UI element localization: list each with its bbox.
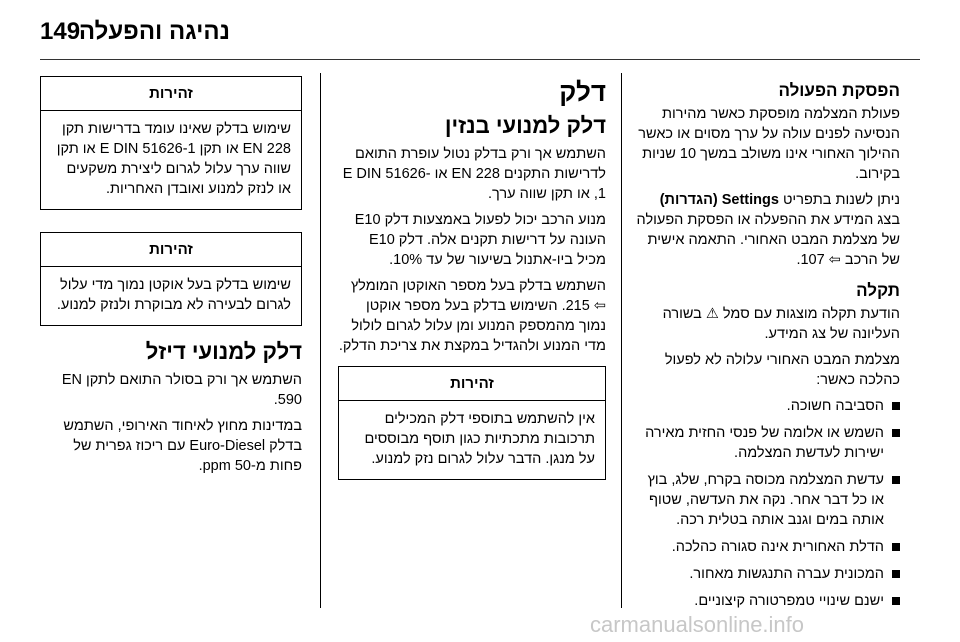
petrol-standards-paragraph: השתמש אך ורק בדלק נטול עופרת התואם לדרישות התקנים EN 228 או E DIN 51626-1, או תקן שווה ערך. — [342, 146, 606, 202]
list-item: עדשת המצלמה מכוסה בקרח, שלג, בוץ או כל דבר אחר. נקה את העדשה, שטוף אותה במים וגנב אותה בטלית רכה. — [634, 470, 900, 530]
right-column — [634, 80, 900, 618]
left-column — [40, 76, 302, 482]
page-reference-arrow-icon: ⇦ — [593, 298, 606, 314]
octane-paragraph — [338, 276, 606, 356]
warning-triangle-icon: ⚠ — [705, 306, 719, 322]
warning-text: שימוש בדלק בעל אוקטן נמוך מדי עלול לגרום לבעירה לא מבוקרת ולנזק למנוע. — [56, 277, 291, 313]
fault-conditions-list — [634, 396, 900, 611]
section-title-deactivation: הפסקת הפעולה — [778, 81, 900, 100]
page-title: נהיגה והפעלה — [78, 18, 230, 45]
list-item: המכונית עברה התנגשות מאחור. — [634, 564, 900, 584]
deactivation-paragraph: פעולת המצלמה מופסקת כאשר מהירות הנסיעה לפנים עולה על ערך מסוים או כאשר ההילוך האחורי אינו משולב במשך 10 שניות בקירוב. — [638, 106, 900, 182]
settings-menu-name: Settings (הגדרות) — [659, 192, 779, 208]
section-subtitle-petrol: דלק למנועי בנזין — [444, 113, 606, 138]
fault-text-a: הודעת תקלה מוצגות עם סמל — [718, 306, 900, 322]
octane-text-a: השתמש בדלק בעל מספר האוקטן המומלץ — [350, 278, 606, 294]
watermark-text: carmanualsonline.info — [590, 612, 805, 637]
warning-title: זהירות — [41, 77, 301, 111]
settings-paragraph — [634, 190, 900, 270]
middle-column — [338, 76, 606, 480]
section-title-fuel: דלק — [559, 77, 606, 107]
warning-box-octane — [40, 232, 302, 326]
diesel-standard-paragraph: השתמש אך ורק בסולר התואם לתקן EN 590. — [61, 372, 302, 408]
column-divider-right — [621, 73, 622, 608]
fault-text-b: בשורה העליונה של צג המידע. — [662, 306, 900, 342]
list-item: הדלת האחורית אינה סגורה כהלכה. — [634, 537, 900, 557]
page-number: 149 — [40, 18, 81, 45]
section-title-fault: תקלה — [856, 281, 900, 300]
list-item: ישנם שינויי טמפרטורה קיצוניים. — [634, 591, 900, 611]
octane-text-b: 215. השימוש בדלק בעל מספר אוקטן נמוך מהמספק המנוע ומן עלול לגרום לולול מדי המנוע ולהגדיל במקצת את צריכת הדלק. — [338, 298, 606, 354]
list-item: השמש או אלומה של פנסי החזית מאירה ישירות לעדשת המצלמה. — [634, 423, 900, 463]
section-title-diesel: דלק למנועי דיזל — [145, 339, 302, 364]
page-reference-arrow-icon: ⇦ — [828, 252, 841, 268]
e10-paragraph: מנוע הרכב יכול לפעול באמצעות דלק E10 העונה על דרישות תקנים אלה. דלק E10 מכיל ביו-אתנול בשיעור של עד 10%. — [354, 212, 606, 268]
page-header — [40, 14, 920, 54]
column-divider-left — [320, 73, 321, 608]
page-reference-number: 107. — [796, 252, 829, 268]
settings-text-b: בצג המידע את ההפעלה או הפסקת הפעולה של מצלמת המבט האחורי. התאמה אישית של הרכב — [636, 212, 900, 268]
warning-title: זהירות — [41, 233, 301, 267]
diesel-sulphur-paragraph: במדינות מחוץ לאיחוד האירופי, השתמש בדלק Euro-Diesel עם ריכוז גפרית של פחות מ-50 ppm. — [63, 418, 302, 474]
fault-conditions-intro: מצלמת המבט האחורי עלולה לא לפעול כהלכה כאשר: — [664, 352, 900, 388]
header-rule — [40, 59, 920, 60]
warning-text: שימוש בדלק שאינו עומד בדרישות תקן EN 228 או תקן E DIN 51626-1 או תקן שווה ערך עלול לגרום ליצירת משקעים או לנזק למנוע ואובדן האחריות. — [56, 121, 291, 197]
settings-text-a: ניתן לשנות בתפריט — [782, 192, 900, 208]
fault-paragraph — [634, 304, 900, 344]
warning-text: אין להשתמש בתוספי דלק המכילים תרכובות מתכתיות כגון תוסף מבוססים על מנגן. הדבר עלול לגרום נזק למנוע. — [364, 411, 595, 467]
warning-title: זהירות — [339, 367, 605, 401]
list-item: הסביבה חשוכה. — [634, 396, 900, 416]
warning-box-standards — [40, 76, 302, 210]
warning-box-additives — [338, 366, 606, 480]
